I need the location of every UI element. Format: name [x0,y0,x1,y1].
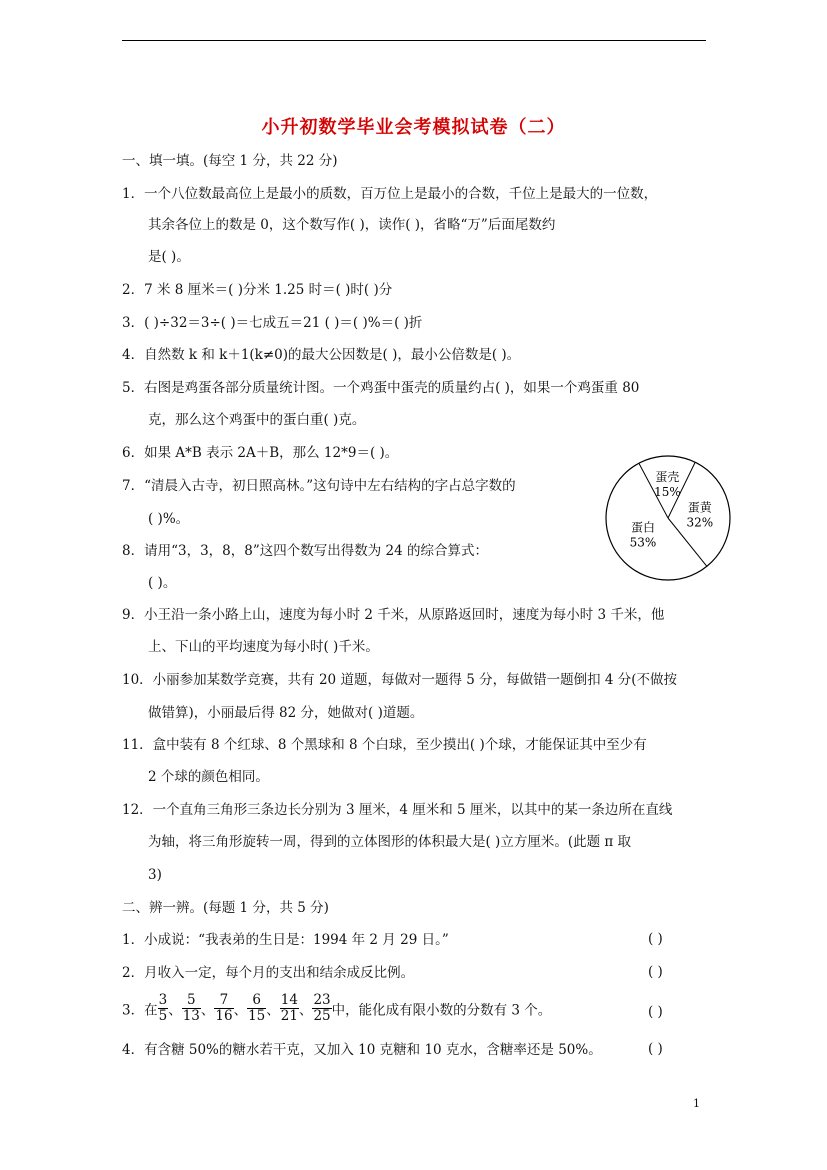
fraction [158,993,169,1024]
question-line: 4．自然数 k 和 k＋1(k≠0)的最大公因数是( )，最小公倍数是( )。 [122,347,521,363]
fraction [312,993,331,1024]
judge-question-1: 1．小成说：“我表弟的生日是：1994 年 2 月 29 日。” [122,932,449,948]
fraction [182,993,201,1024]
fraction-numerator: 7 [214,993,233,1009]
pie-slice-value-label: 53% [629,535,657,550]
question-line: 2 个球的颜色相同。 [148,769,269,785]
separator: 、 [200,1002,215,1019]
judge-question-3 [122,993,551,1024]
question-line: ( )。 [148,575,177,591]
separator: 、 [168,1002,182,1019]
judge-question-2: 2．月收入一定，每个月的支出和结余成反比例。 [122,965,415,981]
question-line: 8．请用“3，3，8，8”这四个数写出得数为 24 的综合算式： [122,543,489,559]
fraction-denominator: 25 [313,1008,331,1024]
pie-slice-label: 蛋白 [630,520,655,535]
pie-slice-label: 蛋黄 [687,500,712,515]
answer-parentheses: ( ) [648,964,663,980]
fraction [280,993,299,1024]
fraction [214,993,233,1024]
separator: 、 [233,1002,248,1019]
q3-prefix: 3．在 [122,1002,158,1019]
question-line: 3) [148,867,162,883]
fraction-numerator: 3 [158,992,168,1008]
fraction-numerator: 23 [313,992,331,1008]
fraction-denominator: 16 [215,1008,233,1024]
question-line: 2．7 米 8 厘米＝( )分米 1.25 时＝( )时( )分 [122,282,393,298]
question-line: 7．“清晨入古寺，初日照高林。”这句诗中左右结构的字占总字数的 [122,478,516,494]
question-line: 10．小丽参加某数学竞赛，共有 20 道题，每做对一题得 5 分，每做错一题倒扣 4 分(不做按 [122,672,678,688]
question-line: 3．( )÷32＝3÷( )＝七成五＝21 ( )＝( )%＝( )折 [122,315,423,331]
separator: 、 [266,1002,280,1019]
q3-suffix: 中，能化成有限小数的分数有 3 个。 [331,1002,552,1019]
fraction-denominator: 15 [248,1008,266,1024]
question-line: 为轴，将三角形旋转一周，得到的立体图形的体积最大是( )立方厘米。(此题 π 取 [148,834,632,850]
fraction [247,993,266,1024]
answer-parentheses: ( ) [648,931,663,947]
pie-slice-label: 蛋壳 [655,470,680,485]
question-line: 12．一个直角三角形三条边长分别为 3 厘米，4 厘米和 5 厘米，以其中的某一条边所在直线 [122,802,673,818]
question-line: 其余各位上的数是 0，这个数写作( )，读作( )，省略“万”后面尾数约 [148,217,556,233]
question-line: 是( )。 [148,249,190,265]
question-line: 克，那么这个鸡蛋中的蛋白重( )克。 [148,412,366,428]
question-line: 做错算)，小丽最后得 82 分，她做对( )道题。 [148,705,424,721]
egg-composition-pie-chart [600,450,740,590]
question-line: 6．如果 A*B 表示 2A＋B，那么 12*9＝( )。 [122,445,399,461]
pie-slice-value-label: 15% [654,485,681,500]
section2-header: 二、辨一辨。(每题 1 分，共 5 分) [122,900,329,916]
answer-parentheses: ( ) [648,1004,663,1020]
judge-question-4: 4．有含糖 50%的糖水若干克，又加入 10 克糖和 10 克水，含糖率还是 50%。 [122,1042,602,1058]
fraction-denominator: 5 [158,1008,168,1024]
header-rule [122,40,706,41]
fraction-numerator: 6 [247,993,266,1009]
fraction-numerator: 5 [182,993,201,1009]
page-title: 小升初数学毕业会考模拟试卷（二） [261,117,566,138]
question-line: 11．盒中装有 8 个红球、8 个黑球和 8 个白球，至少摸出( )个球，才能保证其中至少有 [122,737,647,753]
fraction-numerator: 14 [280,992,298,1008]
question-line: ( )%。 [148,511,190,527]
section1-header: 一、填一填。(每空 1 分，共 22 分) [122,153,338,169]
separator: 、 [298,1002,313,1019]
pie-slice-value-label: 32% [686,515,714,530]
question-line: 5．右图是鸡蛋各部分质量统计图。一个鸡蛋中蛋壳的质量约占( )，如果一个鸡蛋重 80 [122,380,640,396]
fraction-denominator: 21 [280,1008,298,1024]
question-line: 9．小王沿一条小路上山，速度为每小时 2 千米，从原路返回时，速度为每小时 3 千米，他 [122,607,665,623]
question-line: 上、下山的平均速度为每小时( )千米。 [148,639,379,655]
fraction-denominator: 13 [182,1008,200,1024]
answer-parentheses: ( ) [648,1041,663,1057]
page-number: 1 [693,1097,700,1110]
question-line: 1．一个八位数最高位上是最小的质数，百万位上是最小的合数，千位上是最大的一位数， [122,186,658,202]
